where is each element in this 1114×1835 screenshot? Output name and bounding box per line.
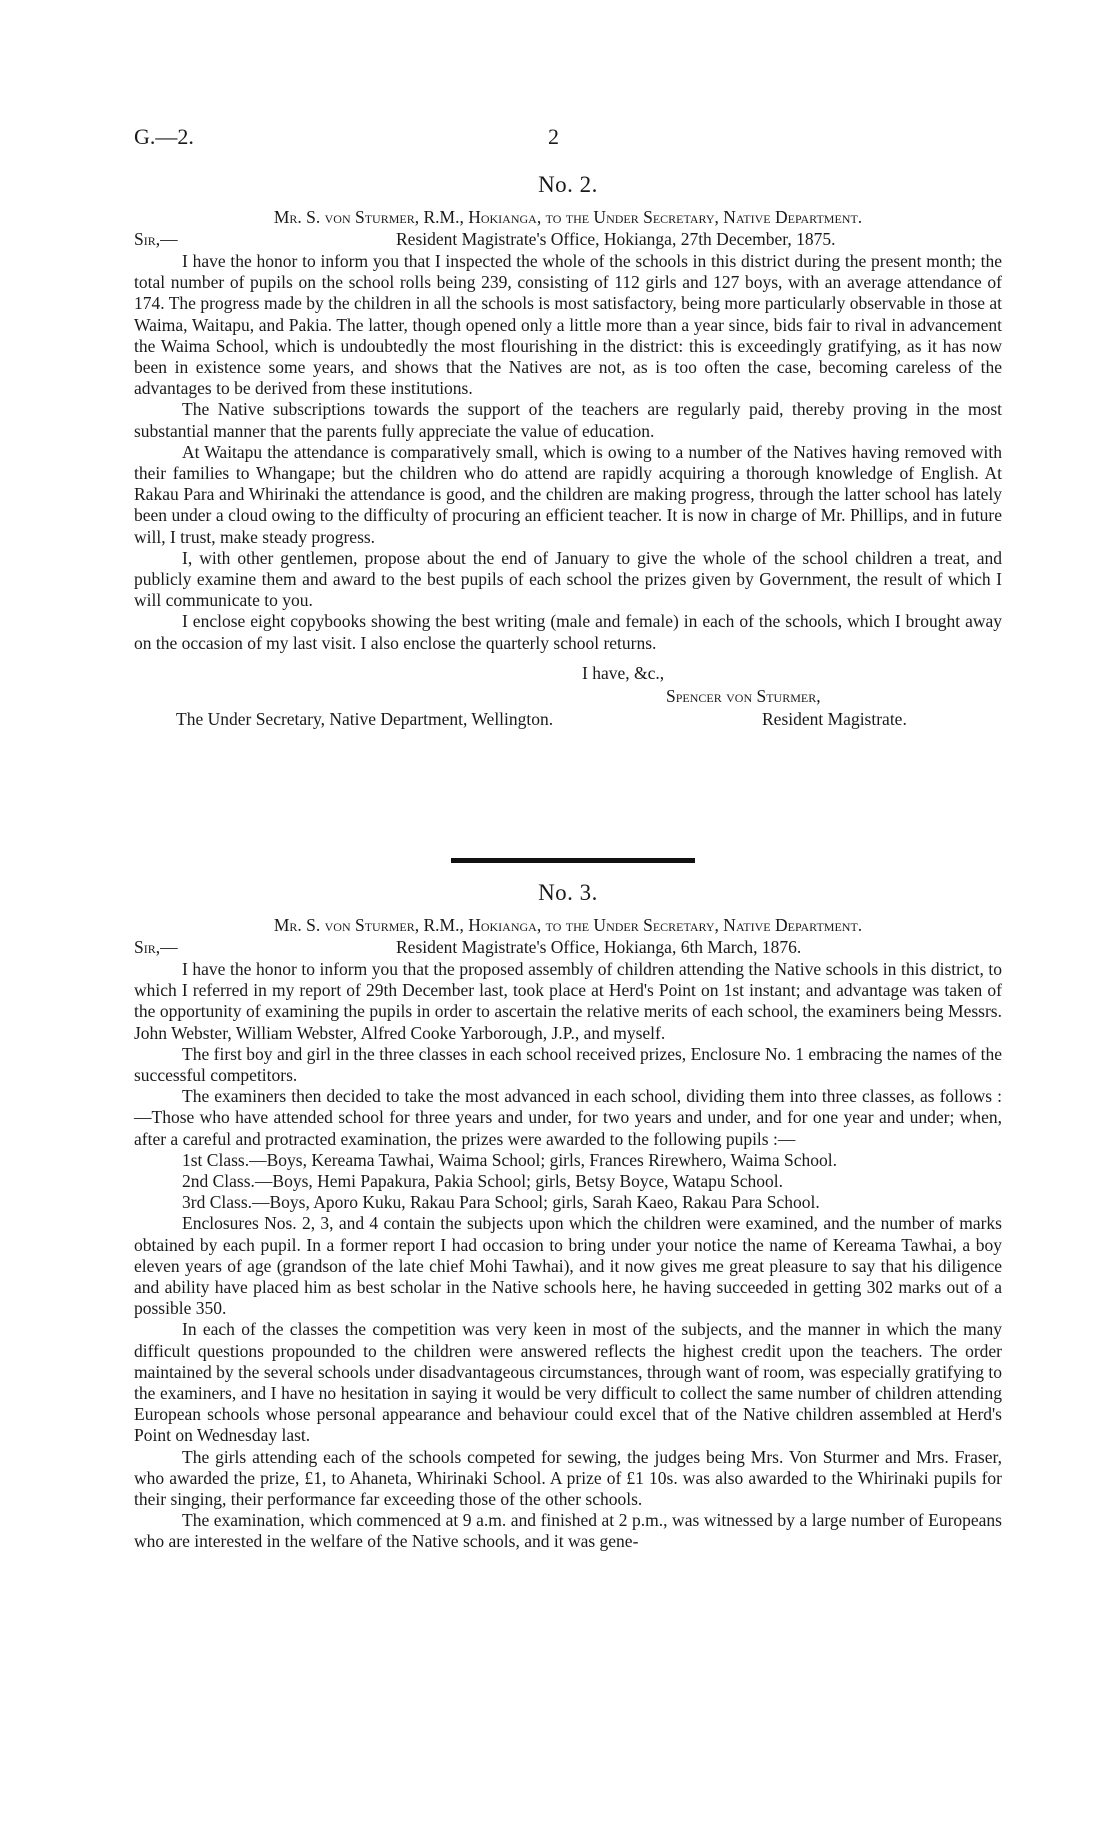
prize-list-item: 1st Class.—Boys, Kereama Tawhai, Waima School; girls, Frances Rirewhero, Waima School. — [182, 1149, 838, 1170]
paragraph: The examination, which commenced at 9 a.m. and finished at 2 p.m., was witnessed by a large number of Europeans who are interested in the welfare of the Native schools, and it was gene- — [134, 1510, 1002, 1552]
office-and-date: Resident Magistrate's Office, Hokianga, 6th March, 1876. — [396, 937, 802, 957]
prize-list-item: 2nd Class.—Boys, Hemi Papakura, Pakia School; girls, Betsy Boyce, Watapu School. — [182, 1171, 783, 1192]
prize-list-item: 3rd Class.—Boys, Aporo Kuku, Rakau Para School; girls, Sarah Kaeo, Rakau Para School. — [182, 1192, 820, 1213]
paragraph: I enclose eight copybooks showing the best writing (male and female) in each of the schools, which I brought away on the occasion of my last visit. I also enclose the quarterly school returns. — [134, 611, 1002, 653]
letter-address-line: Mr. S. von Sturmer, R.M., Hokianga, to the Under Secretary, Native Department. — [273, 915, 863, 935]
recipient: The Under Secretary, Native Department, Wellington. — [176, 708, 554, 729]
paragraph: At Waitapu the attendance is comparatively small, which is owing to a number of the Natives having removed with their families to Whangape; but the children who do attend are rapidly acquiring a thorough knowledge of English. At Rakau Para and Whirinaki the attendance is good, and the children are making progress, through the latter school has lately been under a cloud owing to the difficulty of procuring an efficient teacher. It is now in charge of Mr. Phillips, and in future will, I trust, make steady progress. — [134, 441, 1002, 547]
closing: I have, &c., — [582, 662, 665, 683]
paragraph: The examiners then decided to take the most advanced in each school, dividing them into three classes, as follows :—Those who have attended school for three years and under, for two years and under, and for one year and under; when, after a careful and protracted examination, the prizes were awarded to the following pupils :— — [134, 1086, 1002, 1149]
paragraph: I have the honor to inform you that the proposed assembly of children attending the Native schools in this district, to which I referred in my report of 29th December last, took place at Herd's Point on 1st instant; and advantage was taken of the opportunity of examining the pupils in order to ascertain the relative merits of each school, the examiners being Messrs. John Webster, William Webster, Alfred Cooke Yarborough, J.P., and myself. — [134, 959, 1002, 1043]
signature: Spencer von Sturmer, — [666, 685, 821, 706]
salutation-line — [134, 229, 1002, 251]
paragraph: In each of the classes the competition was very keen in most of the subjects, and the manner in which the many difficult questions propounded to the children were answered reflects the highest credit upon the teachers. The order maintained by the several schools under disadvantageous circumstances, through want of room, was especially gratifying to the examiners, and I have no hesitation in saying it would be very difficult to collect the same number of children attending European schools whose personal appearance and behaviour could excel that of the Native children assembled at Herd's Point on Wednesday last. — [134, 1319, 1002, 1446]
letter-no-3 — [134, 880, 1002, 1553]
document-reference: G.—2. — [134, 124, 194, 149]
recipient-line — [134, 708, 1002, 732]
page-number: 2 — [548, 124, 559, 149]
letter-number: No. 2. — [538, 172, 598, 197]
salutation-line — [134, 937, 1002, 959]
paragraph: Enclosures Nos. 2, 3, and 4 contain the subjects upon which the children were examined, and the number of marks obtained by each pupil. In a former report I had occasion to bring under your notice the name of Kereama Tawhai, a boy eleven years of age (grandson of the late chief Mohi Tawhai), and it now gives me great pleasure to say that his diligence and ability have placed him as best scholar in the Native schools here, he having succeeded in getting 302 marks out of a possible 350. — [134, 1213, 1002, 1319]
paragraph: The first boy and girl in the three classes in each school received prizes, Enclosure No. 1 embracing the names of the successful competitors. — [134, 1043, 1002, 1086]
salutation: Sir,— — [134, 229, 178, 249]
office-and-date: Resident Magistrate's Office, Hokianga, 27th December, 1875. — [396, 229, 836, 249]
paragraph: I have the honor to inform you that I inspected the whole of the schools in this district during the present month; the total number of pupils on the school rolls being 239, consisting of 112 girls and 127 boys, with an average attendance of 174. The progress made by the children in all the schools is most satisfactory, being more particularly observable in those at Waima, Waitapu, and Pakia. The latter, though opened only a little more than a year since, bids fair to rival in advancement the Waima School, which is undoubtedly the most flourishing in the district: this is exceedingly gratifying, as it has now been in existence some years, and shows that the Natives are not, as is too often the case, becoming careless of the advantages to be derived from these institutions. — [134, 251, 1002, 399]
section-divider — [451, 858, 695, 863]
paragraph: I, with other gentlemen, propose about the end of January to give the whole of the school children a treat, and publicly examine them and award to the best pupils of each school the prizes given by Government, the result of which I will communicate to you. — [134, 547, 1002, 611]
salutation: Sir,— — [134, 937, 178, 957]
letter-number: No. 3. — [538, 880, 598, 905]
letter-address-line: Mr. S. von Sturmer, R.M., Hokianga, to the Under Secretary, Native Department. — [273, 207, 863, 227]
paragraph: The girls attending each of the schools competed for sewing, the judges being Mrs. Von Sturmer and Mrs. Fraser, who awarded the prize, £1, to Ahaneta, Whirinaki School. A prize of £1 10s. was also awarded to the Whirinaki pupils for their singing, their performance far exceeding those of the other schools. — [134, 1446, 1002, 1510]
signer-title: Resident Magistrate. — [762, 708, 907, 729]
letter-no-2 — [134, 172, 1002, 732]
paragraph: The Native subscriptions towards the support of the teachers are regularly paid, thereby proving in the most substantial manner that the parents fully appreciate the value of education. — [134, 399, 1002, 441]
